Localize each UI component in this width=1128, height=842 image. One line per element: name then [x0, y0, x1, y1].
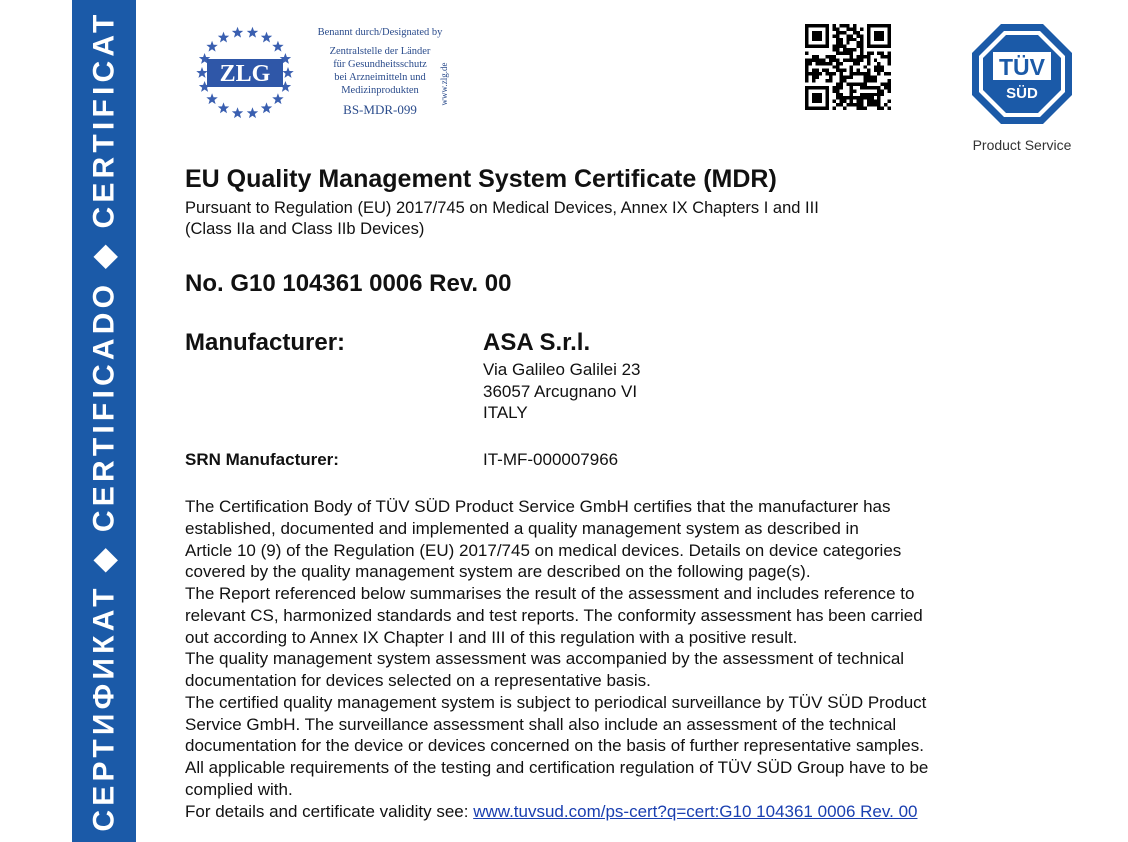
validity-line	[185, 801, 1045, 823]
address-line: Via Galileo Galilei 23	[483, 360, 641, 379]
body-line: The quality management system assessment was accompanied by the assessment of technical	[185, 649, 905, 669]
zlg-star	[261, 102, 272, 113]
designated-by: Benannt durch/Designated by	[317, 27, 443, 38]
zlg-star	[218, 102, 229, 113]
tuv-sud-logo	[970, 22, 1074, 126]
tuv-caption: Product Service	[972, 137, 1072, 153]
body-line: Service GmbH. The surveillance assessment shall also include an assessment of the technical	[185, 714, 897, 734]
tuv-logo-bottom: SÜD	[1006, 85, 1038, 102]
zlg-star	[232, 107, 243, 118]
qr-finder	[812, 31, 822, 41]
qr-finder	[874, 31, 884, 41]
zlg-code: BS-MDR-099	[343, 102, 417, 117]
zlg-star	[232, 27, 243, 38]
zlg-star	[261, 32, 272, 43]
address-line: ITALY	[483, 403, 528, 422]
body-line: The Certification Body of TÜV SÜD Product Service GmbH certifies that the manufacturer has	[185, 497, 891, 516]
zlg-star	[272, 41, 283, 52]
zlg-website: www.zlg.de	[439, 62, 449, 106]
certificate-subtitle	[185, 198, 965, 240]
zlg-star	[206, 93, 217, 104]
zlg-star	[196, 67, 207, 78]
zlg-star	[247, 107, 258, 118]
qr-code[interactable]	[805, 24, 891, 110]
zlg-star	[282, 67, 293, 78]
manufacturer-address	[483, 359, 641, 424]
body-line: The Report referenced below summarises the result of the assessment and includes reference to	[185, 584, 915, 603]
qr-finder	[812, 93, 822, 103]
srn-label: SRN Manufacturer:	[185, 450, 339, 469]
certificate-number: No. G10 104361 0006 Rev. 00	[185, 270, 512, 297]
subtitle-line: Pursuant to Regulation (EU) 2017/745 on Medical Devices, Annex IX Chapters I and III	[185, 199, 819, 217]
certificate-body	[185, 496, 1045, 822]
body-line: documentation for the device or devices concerned on the basis of further representative samples.	[185, 736, 924, 756]
zlg-authority-line: Medizinprodukten	[341, 85, 419, 96]
body-line: out according to Annex IX Chapter I and III of this regulation with a positive result.	[185, 627, 798, 647]
body-line: The certified quality management system is subject to periodical surveillance by TÜV SÜD Product	[185, 692, 927, 712]
zlg-logo	[180, 22, 310, 122]
address-line: 36057 Arcugnano VI	[483, 381, 638, 401]
zlg-star	[206, 41, 217, 52]
manufacturer-label: Manufacturer:	[185, 329, 346, 356]
zlg-star	[247, 27, 258, 38]
tuv-logo-top: TÜV	[999, 54, 1045, 80]
body-line: established, documented and implemented a quality management system as described in	[185, 518, 859, 538]
body-line: relevant CS, harmonized standards and test reports. The conformity assessment has been carried	[185, 605, 923, 625]
zlg-authority-line: bei Arzneimitteln und	[334, 72, 426, 83]
body-line: complied with.	[185, 779, 293, 799]
zlg-star	[218, 32, 229, 43]
zlg-logo-text: ZLG	[219, 61, 271, 87]
zlg-authority-line: Zentralstelle der Länder	[329, 46, 431, 57]
side-band-text: СЕРТИФИКАТ ◆ CERTIFICADO ◆ CERTIFICAT	[87, 10, 121, 832]
validity-prefix: For details and certificate validity see:	[185, 801, 474, 821]
body-line: documentation for devices selected on a representative basis.	[185, 671, 651, 690]
body-line: Article 10 (9) of the Regulation (EU) 2017/745 on medical devices. Details on device categories	[185, 540, 902, 560]
certificate-validity-link[interactable]: www.tuvsud.com/ps-cert?q=cert:G10 104361 0006 Rev. 00	[473, 801, 918, 821]
manufacturer-name: ASA S.r.l.	[483, 329, 591, 356]
body-line: All applicable requirements of the testing and certification regulation of TÜV SÜD Group have to be	[185, 758, 929, 777]
zlg-designation	[305, 26, 455, 116]
zlg-star	[272, 93, 283, 104]
zlg-authority-line: für Gesundheitsschutz	[333, 59, 427, 70]
certificate-title: EU Quality Management System Certificate (MDR)	[185, 165, 777, 193]
subtitle-line: (Class IIa and Class IIb Devices)	[185, 220, 425, 238]
srn-value: IT-MF-000007966	[483, 450, 619, 469]
body-line: covered by the quality management system are described on the following page(s).	[185, 562, 811, 582]
